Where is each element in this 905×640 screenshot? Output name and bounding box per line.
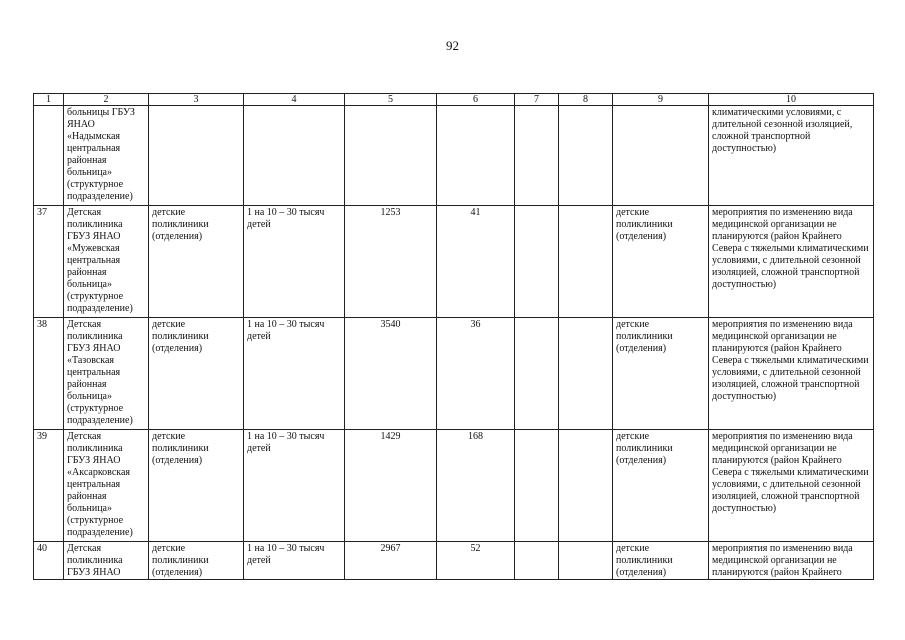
cell-col8 — [559, 106, 613, 206]
cell-col6 — [437, 106, 515, 206]
cell-col5: 1253 — [345, 206, 437, 318]
cell-col9: детские поликлиники (отделения) — [613, 430, 709, 542]
continued-table-row — [34, 106, 874, 206]
cell-norm — [244, 106, 345, 206]
column-number: 5 — [345, 94, 437, 106]
cell-organization: Детская поликлиника ГБУЗ ЯНАО «Тазовская центральная районная больница» (структурное подразделение) — [64, 318, 149, 430]
cell-text: 52 — [470, 543, 481, 554]
cell-text: детские поликлиники (отделения) — [616, 543, 673, 577]
cell-col6: 36 — [437, 318, 515, 430]
cell-text — [562, 543, 609, 577]
cell-organization: Детская поликлиника ГБУЗ ЯНАО «Аксарковская центральная районная больница» (структурное подразделение) — [64, 430, 149, 542]
cell-text — [518, 543, 555, 577]
cell-text: детские поликлиники (отделения) — [152, 543, 209, 577]
cell-text: 2967 — [380, 543, 401, 554]
cell-col5: 1429 — [345, 430, 437, 542]
cell-organization: Детская поликлиника ГБУЗ ЯНАО «Мужевская центральная районная больница» (структурное подразделение) — [64, 206, 149, 318]
cell-col7 — [515, 430, 559, 542]
column-number-row — [34, 94, 874, 106]
cell-row-number: 39 — [34, 430, 64, 542]
column-number: 3 — [149, 94, 244, 106]
cell-text: Детская поликлиника ГБУЗ ЯНАО — [67, 543, 123, 577]
cell-col9: детские поликлиники (отделения) — [613, 206, 709, 318]
cell-col8 — [559, 206, 613, 318]
cell-notes: климатическими условиями, с длительной сезонной изоляцией, сложной транспортной доступностью) — [709, 106, 874, 206]
column-number: 9 — [613, 94, 709, 106]
column-number: 6 — [437, 94, 515, 106]
page-number: 92 — [446, 38, 459, 53]
cell-col6: 41 — [437, 206, 515, 318]
cell-organization — [64, 542, 149, 580]
cell-col7 — [515, 206, 559, 318]
cell-col5: 3540 — [345, 318, 437, 430]
cell-col6: 168 — [437, 430, 515, 542]
cell-col5 — [345, 106, 437, 206]
cell-notes — [709, 542, 874, 580]
table-body — [34, 94, 874, 580]
column-number: 10 — [709, 94, 874, 106]
cell-text: мероприятия по изменению вида медицинской организации не планируются (район Крайнего — [712, 543, 853, 577]
table-row — [34, 318, 874, 430]
cell-norm — [244, 542, 345, 580]
cell-type: детские поликлиники (отделения) — [149, 430, 244, 542]
cell-notes: мероприятия по изменению вида медицинской организации не планируются (район Крайнего Севера с тяжелыми климатическими условиями, с длительной сезонной изоляцией, сложной транспортной доступностью) — [709, 206, 874, 318]
cell-col6 — [437, 542, 515, 580]
cell-col7 — [515, 318, 559, 430]
cell-text: 40 — [37, 543, 47, 554]
cell-row-number: 38 — [34, 318, 64, 430]
table-row — [34, 542, 874, 580]
cell-col8 — [559, 430, 613, 542]
cell-row-number — [34, 106, 64, 206]
cell-organization: больницы ГБУЗ ЯНАО «Надымская центральная районная больница» (структурное подразделение) — [64, 106, 149, 206]
cell-type: детские поликлиники (отделения) — [149, 206, 244, 318]
cell-type — [149, 106, 244, 206]
column-number: 8 — [559, 94, 613, 106]
column-number: 4 — [244, 94, 345, 106]
cell-norm: 1 на 10 – 30 тысяч детей — [244, 318, 345, 430]
cell-row-number — [34, 542, 64, 580]
document-table — [33, 93, 874, 580]
cell-norm: 1 на 10 – 30 тысяч детей — [244, 206, 345, 318]
cell-col7 — [515, 106, 559, 206]
cell-text: 1 на 10 – 30 тысяч детей — [247, 543, 325, 566]
column-number: 2 — [64, 94, 149, 106]
column-number: 1 — [34, 94, 64, 106]
table-row — [34, 430, 874, 542]
cell-col8 — [559, 318, 613, 430]
cell-row-number: 37 — [34, 206, 64, 318]
cell-col9 — [613, 106, 709, 206]
cell-type: детские поликлиники (отделения) — [149, 318, 244, 430]
cell-notes: мероприятия по изменению вида медицинской организации не планируются (район Крайнего Севера с тяжелыми климатическими условиями, с длительной сезонной изоляцией, сложной транспортной доступностью) — [709, 318, 874, 430]
cell-col9: детские поликлиники (отделения) — [613, 318, 709, 430]
cell-col7 — [515, 542, 559, 580]
table-row — [34, 206, 874, 318]
cell-norm: 1 на 10 – 30 тысяч детей — [244, 430, 345, 542]
column-number: 7 — [515, 94, 559, 106]
cell-notes: мероприятия по изменению вида медицинской организации не планируются (район Крайнего Севера с тяжелыми климатическими условиями, с длительной сезонной изоляцией, сложной транспортной доступностью) — [709, 430, 874, 542]
cell-col9 — [613, 542, 709, 580]
cell-col5 — [345, 542, 437, 580]
cell-col8 — [559, 542, 613, 580]
cell-type — [149, 542, 244, 580]
